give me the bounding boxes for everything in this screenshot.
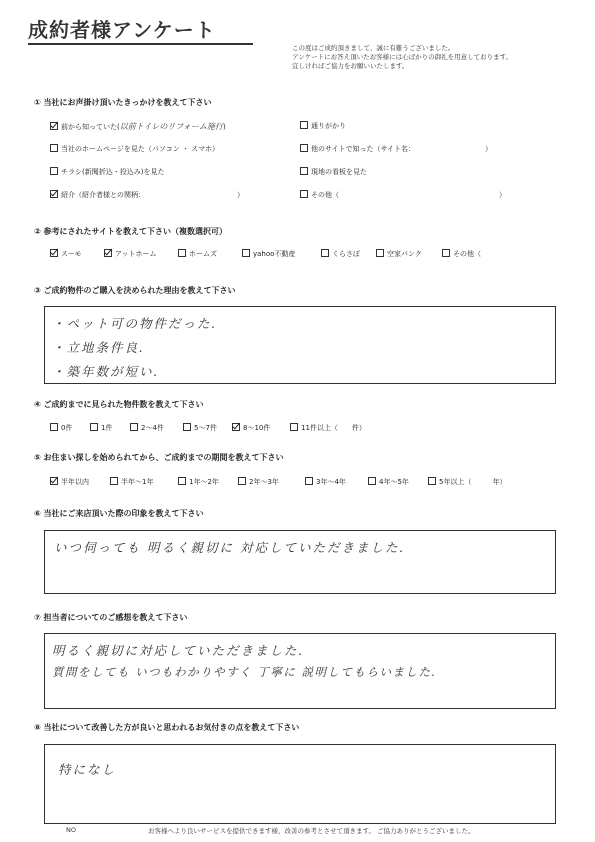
- q8-answer-line: 特になし: [58, 762, 117, 777]
- q2-option-other[interactable]: その他（: [442, 249, 481, 259]
- q1-option-known-before[interactable]: 前から知っていた(以前トイレのリフォーム施行): [50, 121, 226, 132]
- survey-title: 成約者様アンケート: [28, 18, 216, 42]
- checkbox-checked[interactable]: [50, 190, 58, 198]
- intro-line: アンケートにお答え頂いたお客様には心ばかりの御礼を用意しております。: [292, 53, 513, 61]
- q6-answer-line: いつ伺っても 明るく親切に 対応していただきました.: [54, 540, 406, 555]
- checkbox[interactable]: [130, 423, 138, 431]
- q4-option-0[interactable]: 0件: [50, 423, 72, 433]
- checkbox[interactable]: [50, 423, 58, 431]
- checkbox[interactable]: [300, 144, 308, 152]
- checkbox[interactable]: [442, 249, 450, 257]
- q5-option-2-3y[interactable]: 2年～3年: [238, 477, 279, 487]
- q2-option-yahoo[interactable]: yahoo不動産: [242, 249, 295, 259]
- q1-option-other-site[interactable]: 他のサイトで知った（サイト名： ）: [300, 144, 492, 154]
- q8-answer-box[interactable]: [44, 744, 556, 824]
- checkbox-checked[interactable]: [232, 423, 240, 431]
- q5-option-half-1y[interactable]: 半年～1年: [110, 477, 153, 487]
- checkbox[interactable]: [321, 249, 329, 257]
- footer-thanks: お客様へより良いサービスを提供できます様、改善の参考とさせて頂きます。 ご協力ありがとうございました。: [148, 827, 475, 835]
- q3-answer-line: ・立地条件良.: [52, 340, 145, 355]
- intro-line: この度はご成約頂きまして、誠に有難うございました。: [292, 44, 455, 52]
- checkbox[interactable]: [50, 167, 58, 175]
- q2-option-suumo[interactable]: スーモ: [50, 249, 82, 259]
- q4-option-1[interactable]: 1件: [90, 423, 112, 433]
- checkbox[interactable]: [90, 423, 98, 431]
- q5-option-5y-plus[interactable]: 5年以上（ 年）: [428, 477, 506, 487]
- checkbox[interactable]: [238, 477, 246, 485]
- q5-option-half-year[interactable]: 半年以内: [50, 477, 89, 487]
- question-6-label: ⑥ 当社にご来店頂いた際の印象を教えて下さい: [34, 509, 204, 518]
- question-8-label: ⑧ 当社について改善した方が良いと思われるお気付きの点を教えて下さい: [34, 723, 300, 732]
- q7-answer-line: 明るく親切に対応していただきました.: [52, 643, 305, 658]
- checkbox-checked[interactable]: [104, 249, 112, 257]
- q1-option-referral[interactable]: 紹介（紹介者様との関柄： ）: [50, 190, 244, 200]
- q3-answer-line: ・ペット可の物件だった.: [52, 316, 218, 331]
- question-4-label: ④ ご成約までに見られた物件数を教えて下さい: [34, 400, 204, 409]
- checkbox[interactable]: [368, 477, 376, 485]
- checkbox[interactable]: [183, 423, 191, 431]
- checkbox[interactable]: [300, 190, 308, 198]
- question-5-label: ⑤ お住まい探しを始められてから、ご成約までの期間を教えて下さい: [34, 453, 284, 462]
- q3-answer-line: ・築年数が短い.: [52, 364, 160, 379]
- checkbox[interactable]: [50, 144, 58, 152]
- q4-option-8-10[interactable]: 8～10件: [232, 423, 270, 433]
- q1-option-signboard[interactable]: 現地の看板を見た: [300, 167, 367, 177]
- intro-line: 宜しければご協力をお願いいたします。: [292, 62, 409, 70]
- q4-option-11-plus[interactable]: 11件以上（ 件）: [290, 423, 366, 433]
- footer-number-label: NO: [66, 826, 76, 834]
- checkbox[interactable]: [242, 249, 250, 257]
- q1-option-flyer[interactable]: チラシ(新聞折込・投込み)を見た: [50, 167, 164, 177]
- question-7-label: ⑦ 担当者についてのご感想を教えて下さい: [34, 613, 188, 622]
- q2-option-homes[interactable]: ホームズ: [178, 249, 217, 259]
- intro-text: [292, 44, 512, 71]
- q2-option-athome[interactable]: アットホーム: [104, 249, 157, 259]
- question-1-label: ① 当社にお声掛け頂いたきっかけを教えて下さい: [34, 98, 212, 107]
- checkbox[interactable]: [376, 249, 384, 257]
- checkbox[interactable]: [300, 167, 308, 175]
- question-3-label: ③ ご成約物件のご購入を決められた理由を教えて下さい: [34, 286, 236, 295]
- handwritten-note: 以前トイレのリフォーム施行: [119, 122, 223, 131]
- q4-option-2-4[interactable]: 2～4件: [130, 423, 164, 433]
- q4-option-5-7[interactable]: 5～7件: [183, 423, 217, 433]
- checkbox[interactable]: [428, 477, 436, 485]
- checkbox-checked[interactable]: [50, 477, 58, 485]
- checkbox-checked[interactable]: [50, 249, 58, 257]
- q2-option-akiya-bank[interactable]: 空家バンク: [376, 249, 422, 259]
- q1-option-other[interactable]: その他（ ）: [300, 190, 506, 200]
- q5-option-1-2y[interactable]: 1年～2年: [178, 477, 219, 487]
- checkbox[interactable]: [290, 423, 298, 431]
- checkbox[interactable]: [300, 121, 308, 129]
- checkbox[interactable]: [178, 477, 186, 485]
- q1-option-homepage[interactable]: 当社のホームページを見た（パソコン ・ スマホ）: [50, 144, 219, 154]
- checkbox-checked[interactable]: [50, 122, 58, 130]
- q1-option-passing-by[interactable]: 通りがかり: [300, 121, 346, 131]
- checkbox[interactable]: [178, 249, 186, 257]
- question-2-label: ② 参考にされたサイトを教えて下さい（複数選択可）: [34, 227, 227, 236]
- q2-option-kurasapo[interactable]: くらさぽ: [321, 249, 360, 259]
- title-underline: [28, 43, 253, 45]
- q5-option-4-5y[interactable]: 4年～5年: [368, 477, 409, 487]
- q5-option-3-4y[interactable]: 3年～4年: [305, 477, 346, 487]
- q7-answer-line: 質問をしても いつもわかりやすく 丁寧に 説明してもらいました.: [52, 665, 437, 679]
- checkbox[interactable]: [305, 477, 313, 485]
- checkbox[interactable]: [110, 477, 118, 485]
